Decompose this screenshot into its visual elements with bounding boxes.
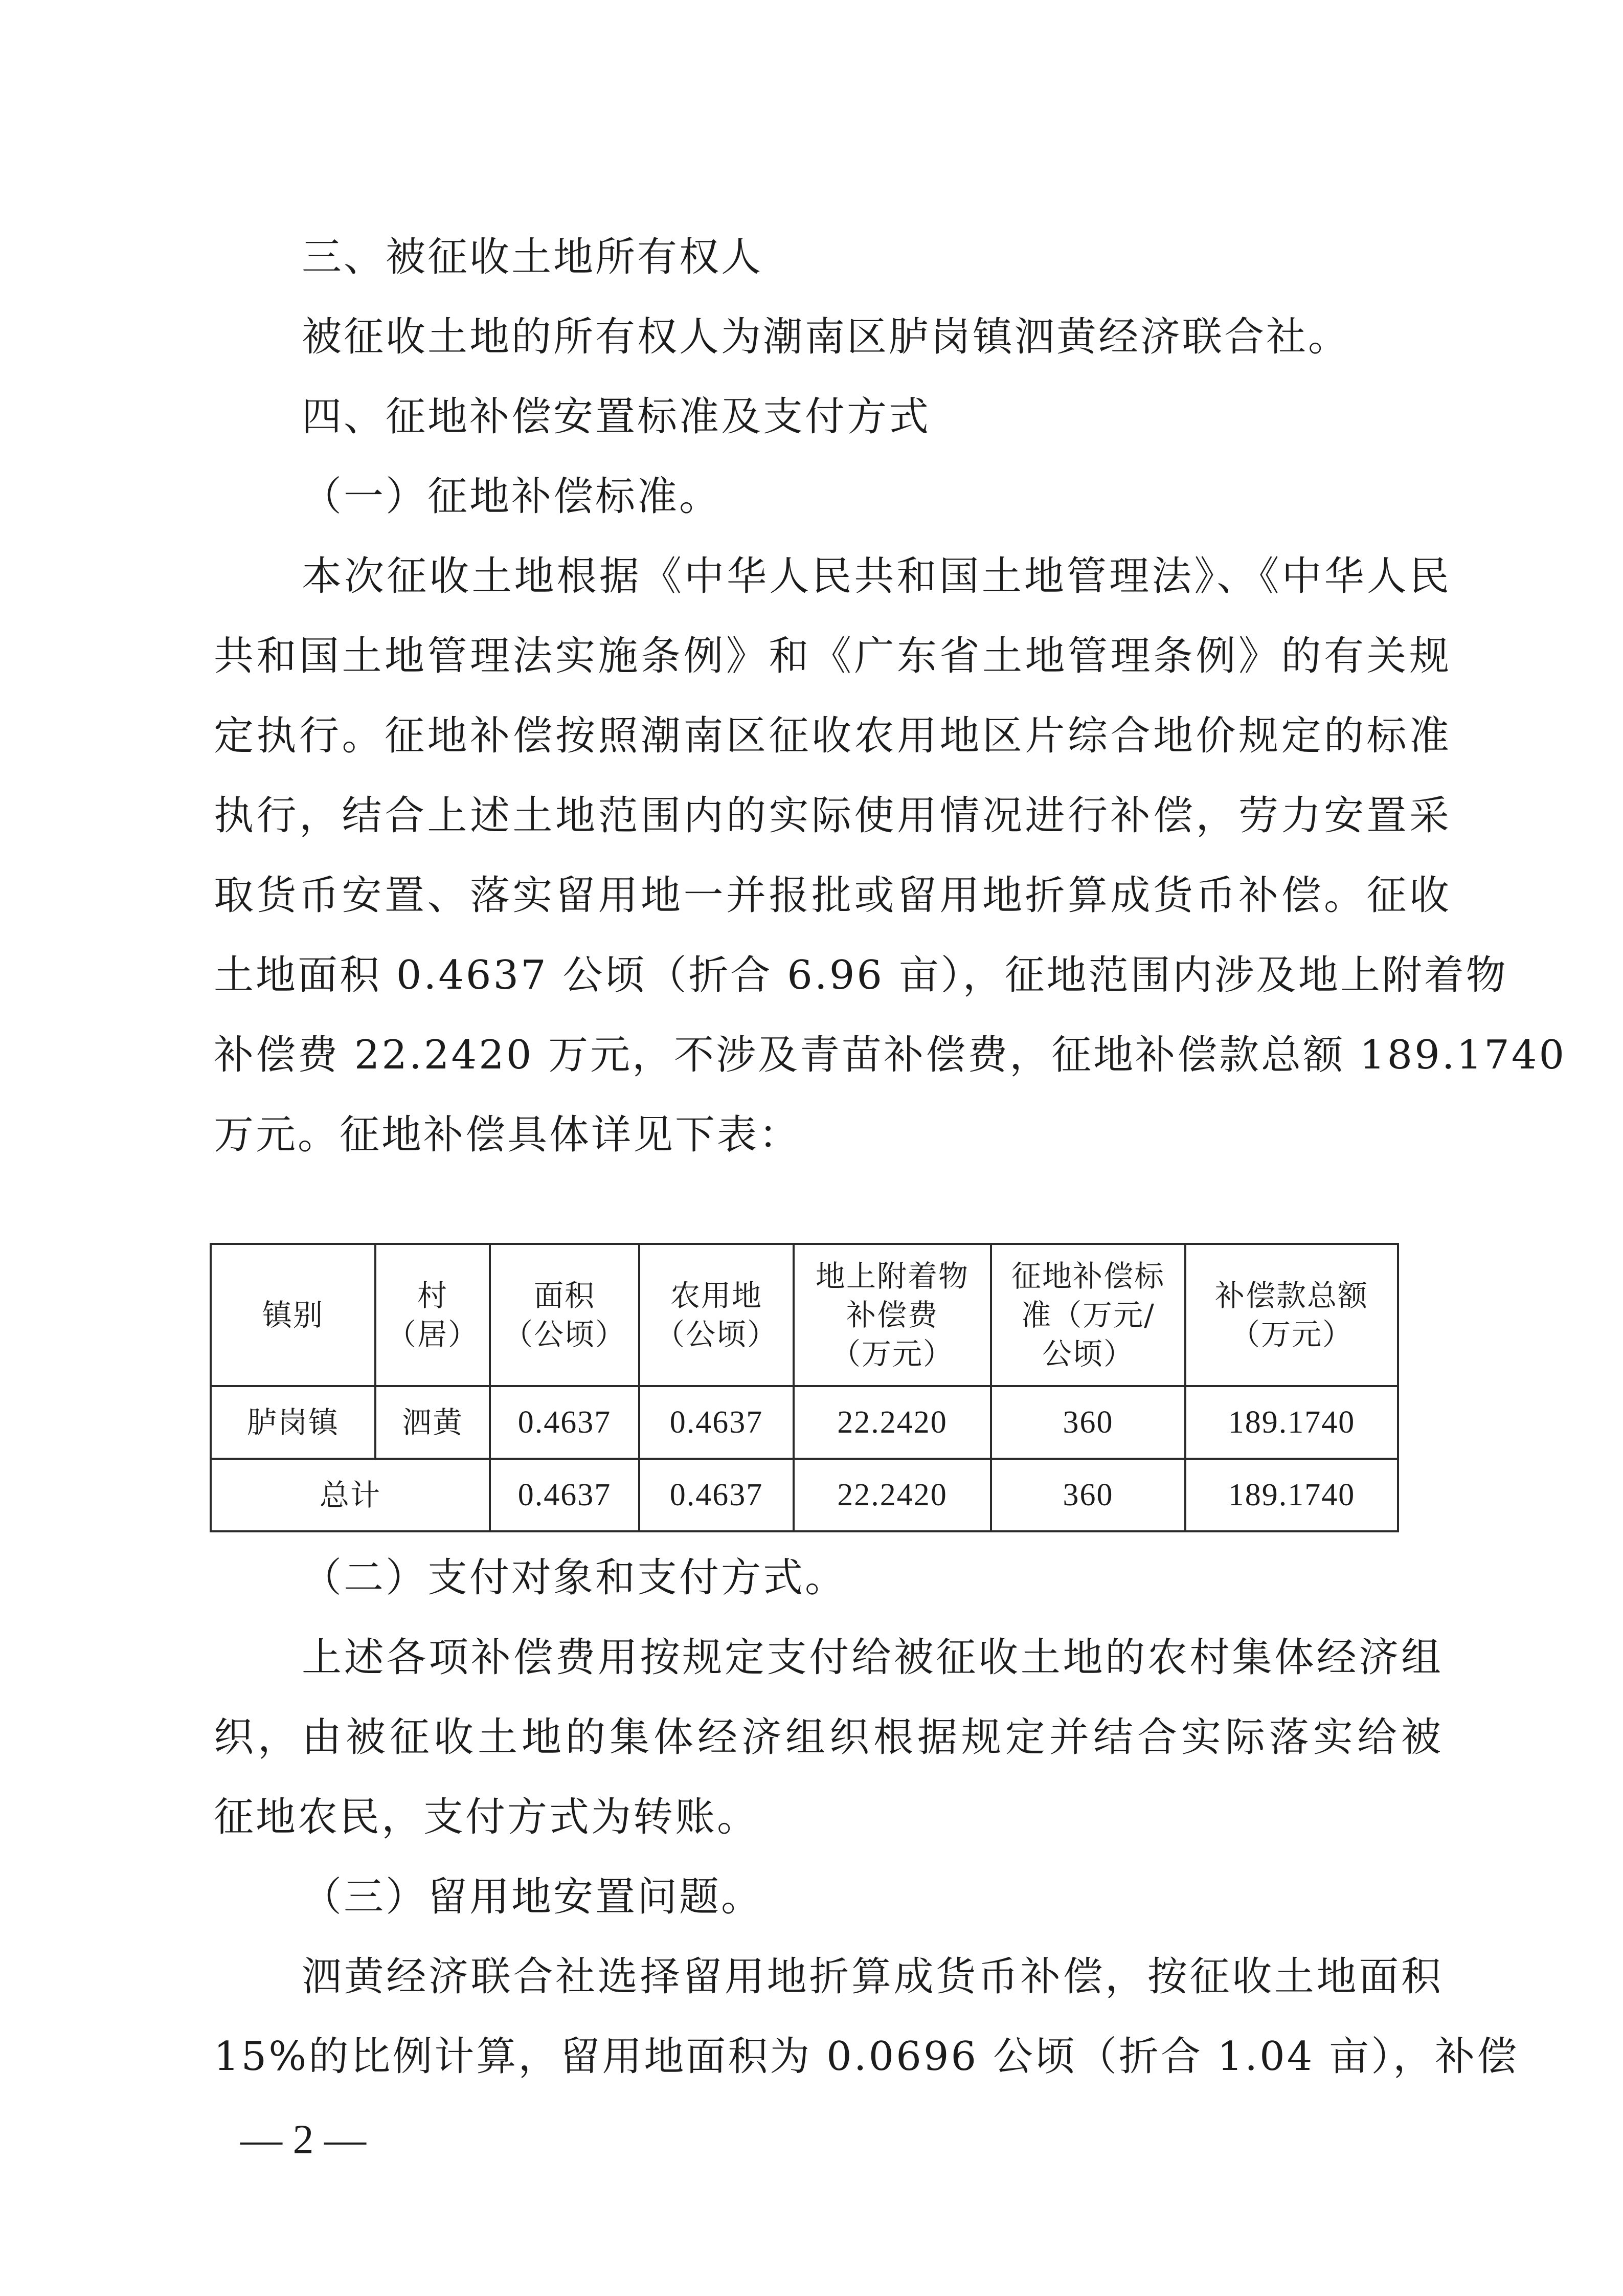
paragraph-line: 执行，结合上述土地范围内的实际使用情况进行补偿，劳力安置采	[214, 793, 1451, 839]
page-number: — 2 —	[240, 2116, 366, 2163]
paragraph-line: 万元。征地补偿具体详见下表：	[214, 1112, 801, 1158]
cell-village: 泗黄	[375, 1386, 490, 1459]
cell-total-area: 0.4637	[490, 1459, 639, 1531]
header-farmland: 农用地 （公顷）	[639, 1244, 794, 1386]
paragraph-line: 定执行。征地补偿按照潮南区征收农用地区片综合地价规定的标准	[214, 713, 1451, 759]
paragraph-line: 泗黄经济联合社选择留用地折算成货币补偿，按征收土地面积	[302, 1954, 1443, 2000]
cell-total: 189.1740	[1185, 1386, 1398, 1459]
table-row	[211, 1386, 1398, 1459]
paragraph-owner: 被征收土地的所有权人为潮南区胪岗镇泗黄经济联合社。	[302, 314, 1350, 360]
cell-town: 胪岗镇	[211, 1386, 375, 1459]
section-heading-compensation: 四、征地补偿安置标准及支付方式	[302, 394, 931, 440]
header-area: 面积 （公顷）	[490, 1244, 639, 1386]
header-town: 镇别	[211, 1244, 375, 1386]
table-header-row	[211, 1244, 1398, 1386]
paragraph-line: 上述各项补偿费用按规定支付给被征收土地的农村集体经济组	[302, 1635, 1443, 1681]
cell-total-farmland: 0.4637	[639, 1459, 794, 1531]
cell-total-label: 总计	[211, 1459, 490, 1531]
paragraph-line: 取货币安置、落实留用地一并报批或留用地折算成货币补偿。征收	[214, 873, 1451, 919]
table-total-row	[211, 1459, 1398, 1531]
paragraph-line: 共和国土地管理法实施条例》和《广东省土地管理条例》的有关规	[214, 633, 1451, 679]
cell-standard: 360	[991, 1386, 1185, 1459]
subheading-payment: （二）支付对象和支付方式。	[302, 1555, 847, 1601]
cell-total-standard: 360	[991, 1459, 1185, 1531]
compensation-table	[210, 1243, 1399, 1532]
cell-total-attachment-fee: 22.2420	[794, 1459, 991, 1531]
cell-attachment-fee: 22.2420	[794, 1386, 991, 1459]
cell-total-amount: 189.1740	[1185, 1459, 1398, 1531]
paragraph-line: 本次征收土地根据《中华人民共和国土地管理法》、《中华人民	[302, 553, 1451, 599]
header-village: 村 （居）	[375, 1244, 490, 1386]
header-standard: 征地补偿标 准（万元/ 公顷）	[991, 1244, 1185, 1386]
paragraph-line: 征地农民，支付方式为转账。	[214, 1794, 759, 1840]
paragraph-line: 土地面积 0.4637 公顷（折合 6.96 亩），征地范围内涉及地上附着物	[214, 952, 1508, 998]
header-total: 补偿款总额 （万元）	[1185, 1244, 1398, 1386]
subheading-reserved-land: （三）留用地安置问题。	[302, 1874, 763, 1920]
paragraph-line: 15%的比例计算，留用地面积为 0.0696 公顷（折合 1.04 亩），补偿	[214, 2034, 1519, 2080]
header-attachment-fee: 地上附着物 补偿费 （万元）	[794, 1244, 991, 1386]
paragraph-line: 补偿费 22.2420 万元，不涉及青苗补偿费，征地补偿款总额 189.1740	[214, 1032, 1567, 1078]
section-heading-owner: 三、被征收土地所有权人	[302, 234, 763, 280]
paragraph-line: 织，由被征收土地的集体经济组织根据规定并结合实际落实给被	[214, 1714, 1443, 1760]
subheading-standard: （一）征地补偿标准。	[302, 474, 722, 520]
cell-farmland: 0.4637	[639, 1386, 794, 1459]
cell-area: 0.4637	[490, 1386, 639, 1459]
